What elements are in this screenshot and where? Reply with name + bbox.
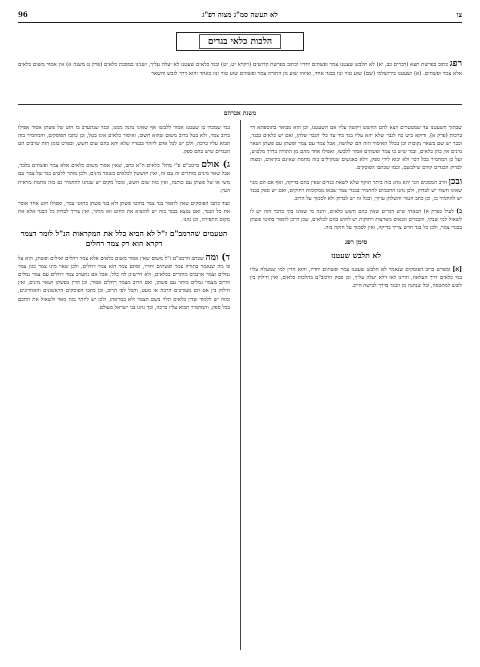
paragraph-lead-word: ד) ומה: [205, 253, 230, 264]
running-head: [18, 8, 462, 20]
subsection-heading: הטעמים שהרמב"ם ז"ל לא הביא כלל את המקראות הנ"ל לומר דצמר דקרא הוא רק צמר רחלים: [20, 229, 228, 249]
commentary-label: משנת אברהם: [223, 110, 257, 117]
intro-paragraph: [18, 60, 462, 79]
subsection-heading: לא תלבש שעטנז: [331, 251, 381, 261]
intro-text: כתוב בפרשת תצא (דברים כב, יא) לא תלבש שעטנז צמר ופשתים יחדיו וכתוב בפרשת קדושים (ויקרא יט, יט) ובגד כלאים שעטנז לא יעלה עליך, ושנינו במסכת כלאים (פרק ט משנה א) אין אסור משום כלאים אלא צמר ופשתים. (א) ושעטנז בירושלמי (שם) שוע טווי ונוז בבגד אחד, ואיזהו שוע מן התורה צמר ופשתים שוע טווי ונוז כאחד והוא דרך לובש והשאר: [18, 62, 462, 77]
paragraph-lead-word: ג) אולם: [201, 160, 230, 171]
section-title: הלכות כלאי בגדים: [199, 34, 281, 49]
document-page: [18, 0, 462, 667]
left-column: [18, 124, 230, 317]
right-paragraph: [250, 208, 462, 232]
paragraph-text: ומפרש ברוב הפוסקים שנאמר לא תלבש שעטנז צמר ופשתים יחדיו, והוא הדין למי שמעלה עליו בגד כלאים דרך העלאה, והיינו לאו דלא יעלה עליך, וכן פסק הרמב"ם בהלכות כלאים, ואין חילוק בין לובש למתכסה, וכל שנהנה מן הבגד בדרך לבישה חייב.: [250, 267, 462, 290]
left-paragraph: [18, 200, 230, 224]
left-paragraph: [18, 254, 230, 312]
section-rule: [18, 104, 462, 105]
paragraph-text: ועוד כתבו הפוסקים שאין לתפור בגד צמר בחוטי פשתן ולא בגד פשתן בחוטי צמר, ואפילו חוט אחד אוסר את כל הבגד, ואם נמצא בבגד כזה יש להוציא את החוט ואז מותר, ואין צריך לבדוק כל הבגד אלא את מקום התפירה, וכן נהגו.: [18, 200, 230, 223]
page-number-right: צו: [456, 9, 462, 19]
section-title-banner: [176, 32, 304, 51]
paragraph-text: שכתב הרמב"ם ז"ל משום שאין אסור משום כלאים אלא צמר רחלים ואילים ופשתן, הוא על פי מה שנאמר בתורה צמר ופשתים יחדיו, וסתם צמר הוא צמר רחלים, ולכן שאר מיני צמר כגון צמר גמלים וצמר ארנבים מותרים בכלאים, ולא חיישינן לה כלל, אבל אם נתערב צמר רחלים עם צמר גמלים והרוב מצמר גמלים מותר עם פשתן, ואם הרוב מצמר רחלים אסור, וכן הדין בפשתן ושאר מינים, ואין חילוק בין אם הם מעורבים הרבה או מעט, והכל לפי הרוב, וכן כתבו הפוסקים הראשונים והאחרונים, ומזה יש ללמוד שדין כלאים תלוי בשם הצמר ולא במראהו, ולכן יש ליזהר בזה מאד ולשאול את החכם בכל ספק, והמחמיר תבוא עליו ברכה, וכך נהגו בני ישראל מעולם.: [18, 256, 230, 311]
column-divider: [240, 120, 241, 650]
paragraph-text: ברמב"ם פ"י מהל' כלאים ה"א כתב, שאין אסור משום כלאים אלא צמר ופשתים בלבד, אבל שאר מינים מותרים זה עם זה, ואין חוששין לכלאים בשאר מינים, ולכן מותר ללבוש בגד של צמר עם משי או של פשתן עם כותנה, ואין בזה שום חשש, ומכל מקום יש שנהגו להחמיר גם בזה מחמת מראית העין.: [18, 163, 230, 194]
paragraph-number: [א]: [452, 266, 462, 274]
right-paragraph: [250, 266, 462, 290]
paragraph-lead-word: ובכן: [448, 176, 463, 187]
paragraph-text: בגד שמכרו בו שעטנז אסור ללבשו אף שאינו נהנה ממנו, ובגד שנתערב בו חוט של פשתן אסור אפילו ברוב צמר, ולא בטל ברוב משום שהוא חשוב, ואיסור כלאים אינו בטל, וכן כתבו הפוסקים, והמחמיר בזה תבוא עליו ברכה, ולכן יש לכל אדם ליזהר בבגדיו שלא יהא בהם שום חשש, ובפרט בזמן הזה שרבים הם הבגדים שיש בהם ספק.: [18, 125, 230, 156]
page-number-left: 96: [18, 9, 28, 19]
right-paragraph: [250, 178, 462, 203]
header-rule: [18, 22, 462, 23]
siman-heading: סימן רפג: [344, 238, 368, 247]
left-paragraph: [18, 124, 230, 156]
left-paragraph: [18, 161, 230, 194]
right-column: [250, 124, 462, 295]
paragraph-number: ב): [456, 207, 462, 215]
paragraph-text: לעיל בפרק א) הבאתי שיש דברים שאין בהם חשש כלאים, והנה מי שאינו בקי בדבר הזה יש לו לשאול למי שבקי, והבגדים הבאים מארצות רחוקות יש לחוש בהם לכלאים, שכן דרכן לתפור בחוטי פשתן בבגדי צמר, ולכן כל בגד חדש צריך בדיקה, ואין לסמוך על חזקה בזה.: [250, 208, 462, 232]
paragraph-text: שבתוך השעטנז עד שמטטרים ויצא להם החשש ויקשה עליו אם השעטנז, וכן הוא מבואר בתוספתא דר ברכות (פרק א), ודוקא ביש כח לגבר שלא יהא עליו בגד ביד עד כלי הגבר שלהן, ואם יש כלאים בבגד, וכבר יש שם בשאר נקובות וכן בכלל האיסור הזה הם שלושה, אבל צמר עם צמר ופשתן עם פשתן ושאר מינים אין בהן כלאים, ובגד שיש בו צמר ופשתים אסור ללבשו, ואפילו אחד מהם מן התורה בדרך מלבוש, ועל כן המחמיר בכל דבר ולא יבוא לידי ספק, דלא כאנשים שמקילים בזה מחמת שאינם בקיאים, ומצוה לבדוק הבגדים קודם שילבשם, וכמו שכתבו הפוסקים.: [250, 125, 462, 172]
intro-lead-word: רפג: [449, 59, 462, 69]
running-head-title: לא תעשה סמ"ג מצוה רפ"ג: [202, 9, 278, 19]
paragraph-text: הרב המסכים הכי יהא נוהג בזה ביתר תוקף שלא לשאת בגדים שאין בהם בדיקה, ואף אם הם מגוי שאינו חשוד יש לבדוק, ולכן נהגו החכמים להחמיר בבגדי צמר שבאו ממקומות רחוקים, ואם יש ספק בבגד יש להחמיר בו, וכן כתב הטור והשלחן ערוך, ובכל זה יש לבדוק ולא לסמוך על הרוב.: [250, 179, 462, 202]
right-paragraph: [250, 124, 462, 173]
